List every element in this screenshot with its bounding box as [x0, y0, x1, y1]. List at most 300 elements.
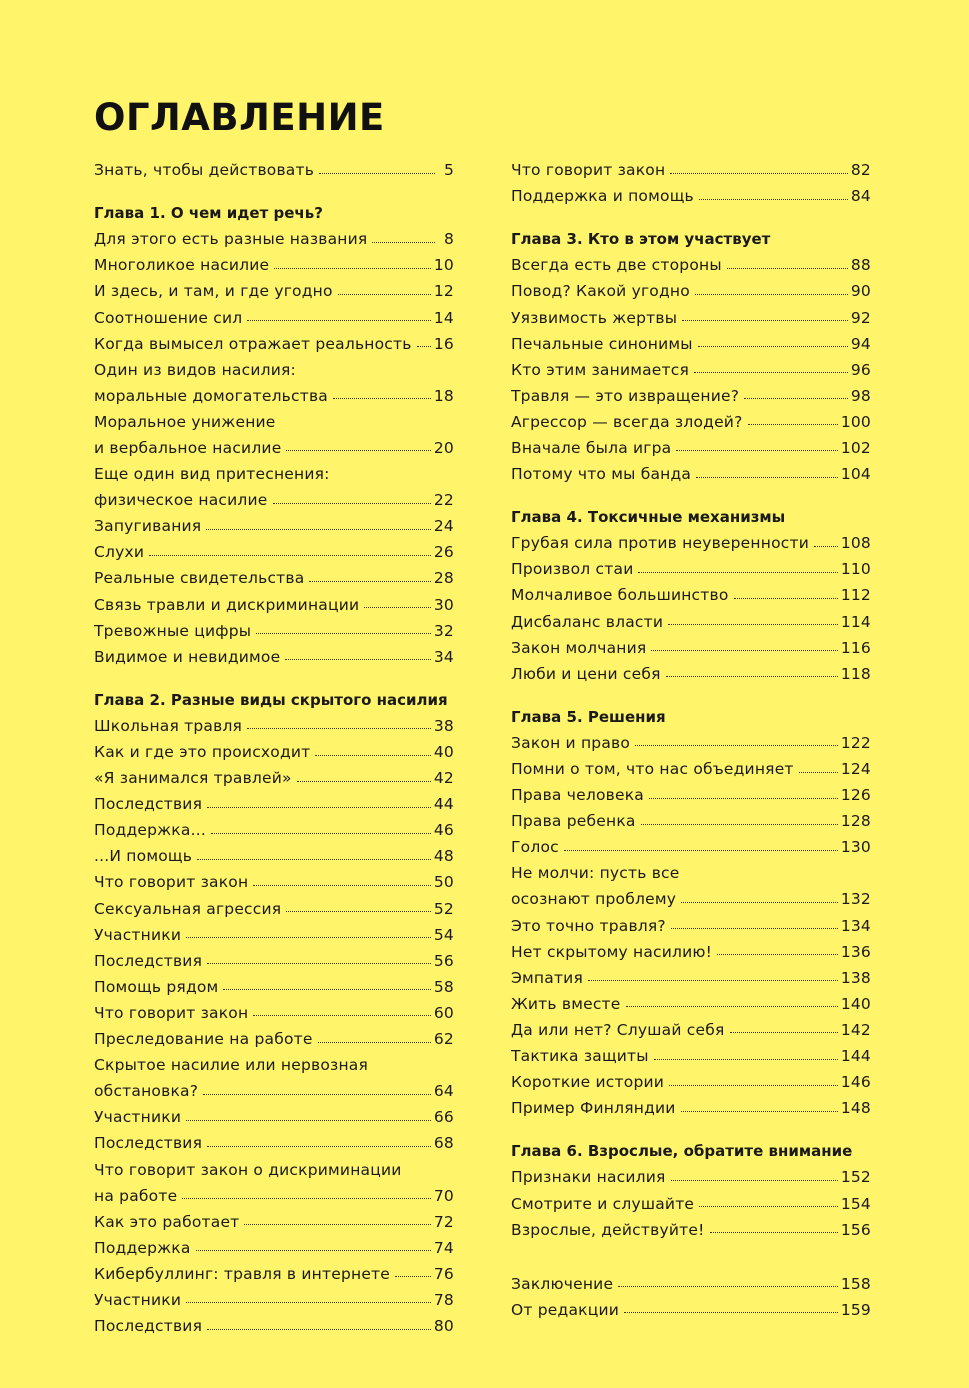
dot-leader: [814, 546, 838, 547]
page-number: 144: [840, 1047, 871, 1066]
page-number: 130: [840, 838, 871, 857]
page-number: 84: [850, 187, 871, 206]
toc-entry: [94, 765, 454, 791]
dot-leader: [699, 1206, 838, 1207]
toc-entry: [511, 530, 871, 556]
page-number: 30: [433, 595, 454, 614]
entry-title: Тактика защиты: [511, 1047, 649, 1066]
dot-leader: [197, 859, 431, 860]
entry-title: осознают проблему: [511, 890, 677, 909]
page-number: 146: [840, 1073, 871, 1092]
entry-title: Это точно травля?: [511, 916, 666, 935]
dot-leader: [638, 572, 837, 573]
dot-leader: [338, 294, 431, 295]
page-number: 96: [850, 360, 871, 379]
entry-title: ...И помощь: [94, 847, 193, 866]
toc-entry: [94, 817, 454, 843]
toc-entry: [94, 383, 454, 409]
toc-entry: [511, 939, 871, 965]
entry-title: От редакции: [511, 1300, 620, 1319]
page-number: 152: [840, 1168, 871, 1187]
dot-leader: [186, 937, 431, 938]
chapter-heading: Глава 3. Кто в этом участвует: [511, 230, 771, 249]
dot-leader: [669, 1085, 838, 1086]
dot-leader: [247, 728, 431, 729]
entry-title: Когда вымысел отражает реальность: [94, 334, 412, 353]
page-number: 32: [433, 621, 454, 640]
entry-title: Последствия: [94, 1134, 203, 1153]
page-number: 14: [433, 308, 454, 327]
entry-title: Что говорит закон: [94, 873, 249, 892]
entry-title: Кибербуллинг: травля в интернете: [94, 1264, 391, 1283]
dot-leader: [694, 372, 848, 373]
toc-entry: [94, 739, 454, 765]
toc-entry: [511, 808, 871, 834]
page-number: 154: [840, 1194, 871, 1213]
page-number: 52: [433, 899, 454, 918]
dot-leader: [223, 989, 430, 990]
dot-leader: [668, 624, 838, 625]
entry-title: Всегда есть две стороны: [511, 256, 722, 275]
entry-title: Признаки насилия: [511, 1168, 666, 1187]
entry-title: Последствия: [94, 1317, 203, 1336]
toc-entry: [94, 565, 454, 591]
toc-entry: [94, 1235, 454, 1261]
toc-entry: [94, 1078, 454, 1104]
toc-entry: [94, 157, 454, 183]
toc-entry: [511, 1043, 871, 1069]
entry-title: Короткие истории: [511, 1073, 665, 1092]
dot-leader: [207, 1146, 431, 1147]
entry-title: Поддержка...: [94, 821, 206, 840]
page-number: 124: [840, 760, 871, 779]
page-number: 122: [840, 733, 871, 752]
page-number: 5: [443, 161, 454, 180]
toc-entry: [511, 661, 871, 687]
chapter-heading: Глава 6. Взрослые, обратите внимание: [511, 1142, 853, 1161]
entry-title: Поддержка: [94, 1238, 191, 1257]
entry-title: Соотношение сил: [94, 308, 243, 327]
toc-entry: [94, 1261, 454, 1287]
entry-title: Закон и право: [511, 733, 631, 752]
entry-title: Участники: [94, 925, 182, 944]
dot-leader: [364, 607, 431, 608]
dot-leader: [799, 772, 838, 773]
entry-title: Сексуальная агрессия: [94, 899, 282, 918]
toc-entry: [511, 913, 871, 939]
toc-entry: [94, 974, 454, 1000]
toc-entry: [94, 1026, 454, 1052]
dot-leader: [748, 424, 838, 425]
page-number: 138: [840, 968, 871, 987]
chapter-entries: [511, 157, 871, 209]
page-number: 42: [433, 769, 454, 788]
entry-title: Потому что мы банда: [511, 465, 692, 484]
entry-title: Повод? Какой угодно: [511, 282, 690, 301]
toc-entry: [511, 886, 871, 912]
dot-leader: [244, 1224, 430, 1225]
entry-title: Видимое и невидимое: [94, 647, 281, 666]
dot-leader: [618, 1286, 838, 1287]
toc-entry: [511, 383, 871, 409]
entry-title: Агрессор — всегда злодей?: [511, 412, 743, 431]
entry-title: Знать, чтобы действовать: [94, 161, 315, 180]
page-number: 44: [433, 795, 454, 814]
dot-leader: [273, 503, 431, 504]
toc-entry: [94, 644, 454, 670]
entry-title: физическое насилие: [94, 491, 268, 510]
page-number: 110: [840, 560, 871, 579]
page-number: 60: [433, 1003, 454, 1022]
page-number: 116: [840, 638, 871, 657]
entry-title: Как и где это происходит: [94, 743, 311, 762]
page-number: 128: [840, 812, 871, 831]
dot-leader: [186, 1302, 431, 1303]
entry-title: на работе: [94, 1186, 178, 1205]
toc-entry: [94, 435, 454, 461]
entry-title: моральные домогательства: [94, 386, 329, 405]
entry-title-line: Скрытое насилие или нервозная: [94, 1056, 369, 1075]
entry-title: Заключение: [511, 1274, 614, 1293]
toc-entry: [94, 713, 454, 739]
entry-title-line: Один из видов насилия:: [94, 360, 296, 379]
entry-title: Участники: [94, 1290, 182, 1309]
dot-leader: [206, 529, 431, 530]
page-number: 66: [433, 1108, 454, 1127]
entry-title: Связь травли и дискриминации: [94, 595, 360, 614]
page-number: 12: [433, 282, 454, 301]
toc-entry: [94, 1000, 454, 1026]
toc-entry: [94, 513, 454, 539]
toc-entry: [511, 1095, 871, 1121]
toc-entry: [94, 304, 454, 330]
chapter-heading: Глава 2. Разные виды скрытого насилия: [94, 690, 448, 709]
toc-entry: [94, 592, 454, 618]
dot-leader: [734, 598, 838, 599]
toc-entry: [511, 435, 871, 461]
page-number: 94: [850, 334, 871, 353]
chapter-entries: [511, 730, 871, 1121]
entry-title: Права человека: [511, 786, 644, 805]
dot-leader: [654, 1059, 838, 1060]
toc-entry: [511, 461, 871, 487]
dot-leader: [207, 1329, 431, 1330]
toc-entry: [511, 252, 871, 278]
dot-leader: [698, 346, 848, 347]
page-number: 16: [433, 334, 454, 353]
chapter-heading: Глава 4. Токсичные механизмы: [511, 508, 786, 527]
dot-leader: [651, 650, 837, 651]
page-number: 159: [840, 1300, 871, 1319]
page-number: 156: [840, 1220, 871, 1239]
entry-title: Закон молчания: [511, 638, 647, 657]
toc-entry: [94, 539, 454, 565]
entry-title: Что говорит закон: [511, 161, 666, 180]
dot-leader: [207, 963, 431, 964]
chapter-entries: [511, 530, 871, 687]
entry-title-line: Моральное унижение: [94, 412, 276, 431]
dot-leader: [649, 798, 838, 799]
entry-title: Участники: [94, 1108, 182, 1127]
page-number: 50: [433, 873, 454, 892]
toc-entry: [94, 1313, 454, 1339]
entry-title: Молчаливое большинство: [511, 586, 729, 605]
page-number: 18: [433, 386, 454, 405]
dot-leader: [624, 1312, 838, 1313]
page-number: 140: [840, 994, 871, 1013]
toc-entry: [94, 843, 454, 869]
dot-leader: [182, 1198, 431, 1199]
dot-leader: [186, 1120, 431, 1121]
toc-column-right: [511, 157, 871, 1323]
dot-leader: [253, 1015, 431, 1016]
page-number: 104: [840, 465, 871, 484]
dot-leader: [256, 633, 431, 634]
dot-leader: [588, 980, 838, 981]
entry-title: Вначале была игра: [511, 438, 672, 457]
toc-entry: [94, 922, 454, 948]
dot-leader: [274, 268, 431, 269]
entry-title: обстановка?: [94, 1082, 199, 1101]
entry-title: Многоликое насилие: [94, 256, 270, 275]
toc-entry: [511, 965, 871, 991]
page-number: 24: [433, 517, 454, 536]
entry-title: Поддержка и помощь: [511, 187, 694, 206]
toc-entry: [94, 1287, 454, 1313]
chapter-heading: Глава 1. О чем идет речь?: [94, 204, 323, 223]
page-number: 108: [840, 534, 871, 553]
page-number: 88: [850, 256, 871, 275]
entry-title: Преследование на работе: [94, 1030, 313, 1049]
toc-entry: [511, 582, 871, 608]
page-number: 8: [443, 230, 454, 249]
page-number: 112: [840, 586, 871, 605]
dot-leader: [671, 928, 838, 929]
page-number: 70: [433, 1186, 454, 1205]
dot-leader: [207, 807, 431, 808]
page-number: 22: [433, 491, 454, 510]
toc-entry: [511, 183, 871, 209]
entry-title-line: Что говорит закон о дискриминации: [94, 1160, 402, 1179]
toc-entry: [511, 1271, 871, 1297]
toc-entry: [511, 1190, 871, 1216]
chapter-entries: [511, 252, 871, 487]
page-number: 64: [433, 1082, 454, 1101]
dot-leader: [285, 659, 431, 660]
dot-leader: [670, 173, 848, 174]
page-number: 28: [433, 569, 454, 588]
page-number: 10: [433, 256, 454, 275]
entry-title: Травля — это извращение?: [511, 386, 740, 405]
toc-entry: [94, 1130, 454, 1156]
toc-entry: [94, 618, 454, 644]
chapter-heading: Глава 5. Решения: [511, 707, 666, 726]
entry-title: Смотрите и слушайте: [511, 1194, 695, 1213]
entry-title: Печальные синонимы: [511, 334, 693, 353]
page-number: 72: [433, 1212, 454, 1231]
page-number: 148: [840, 1099, 871, 1118]
dot-leader: [319, 173, 435, 174]
dot-leader: [203, 1094, 431, 1095]
page-number: 80: [433, 1317, 454, 1336]
dot-leader: [297, 781, 431, 782]
toc-entry: [511, 1069, 871, 1095]
page-number: 98: [850, 386, 871, 405]
page-number: 100: [840, 412, 871, 431]
entry-title: Голос: [511, 838, 559, 857]
page-number: 142: [840, 1020, 871, 1039]
toc-entry: [94, 487, 454, 513]
dot-leader: [626, 1006, 838, 1007]
toc-entry: [511, 1164, 871, 1190]
toc-entry: [94, 1183, 454, 1209]
entry-title: Последствия: [94, 951, 203, 970]
toc-entry: [511, 304, 871, 330]
toc-entry: [94, 278, 454, 304]
entry-title: Нет скрытому насилию!: [511, 942, 713, 961]
page-number: 134: [840, 916, 871, 935]
entry-title: Запугивания: [94, 517, 202, 536]
entry-title: Помощь рядом: [94, 977, 219, 996]
toc-entry: [511, 1217, 871, 1243]
dot-leader: [315, 755, 430, 756]
entry-title: Последствия: [94, 795, 203, 814]
dot-leader: [695, 294, 848, 295]
page-number: 38: [433, 716, 454, 735]
dot-leader: [253, 885, 431, 886]
page-number: 132: [840, 890, 871, 909]
page-number: 136: [840, 942, 871, 961]
dot-leader: [699, 199, 848, 200]
entry-title: Помни о том, что нас объединяет: [511, 760, 794, 779]
toc-entry: [511, 782, 871, 808]
dot-leader: [717, 954, 838, 955]
page-number: 92: [850, 308, 871, 327]
toc-entry: [511, 331, 871, 357]
chapter-entries: [94, 713, 454, 1339]
toc-entry: [511, 730, 871, 756]
dot-leader: [681, 902, 838, 903]
page-number: 20: [433, 438, 454, 457]
dot-leader: [744, 398, 848, 399]
entry-title: Как это работает: [94, 1212, 240, 1231]
toc-entry: [94, 791, 454, 817]
page-title: ОГЛАВЛЕНИЕ: [94, 96, 385, 139]
dot-leader: [710, 1232, 838, 1233]
entry-title: Реальные свидетельства: [94, 569, 305, 588]
entry-title: Уязвимость жертвы: [511, 308, 678, 327]
toc-entry: [94, 252, 454, 278]
dot-leader: [635, 745, 838, 746]
page-number: 34: [433, 647, 454, 666]
dot-leader: [682, 320, 848, 321]
toc-column-left: [94, 157, 454, 1339]
dot-leader: [247, 320, 431, 321]
entry-title: Для этого есть разные названия: [94, 230, 368, 249]
dot-leader: [727, 268, 848, 269]
dot-leader: [372, 242, 435, 243]
dot-leader: [696, 477, 838, 478]
toc-entry: [511, 756, 871, 782]
entry-title: Взрослые, действуйте!: [511, 1220, 705, 1239]
dot-leader: [671, 1180, 838, 1181]
dot-leader: [681, 1111, 838, 1112]
entry-title: Кто этим занимается: [511, 360, 690, 379]
toc-entry: [511, 635, 871, 661]
entry-title-line: Не молчи: пусть все: [511, 864, 680, 883]
entry-title: и вербальное насилие: [94, 438, 282, 457]
entry-title: Люби и цени себя: [511, 664, 661, 683]
entry-title: Дисбаланс власти: [511, 612, 664, 631]
toc-entry: [511, 1017, 871, 1043]
page-number: 74: [433, 1238, 454, 1257]
dot-leader: [395, 1276, 431, 1277]
toc-entry: [94, 869, 454, 895]
entry-title: Эмпатия: [511, 968, 583, 987]
page-number: 56: [433, 951, 454, 970]
dot-leader: [149, 555, 431, 556]
dot-leader: [309, 581, 430, 582]
toc-entry: [511, 991, 871, 1017]
page-number: 62: [433, 1030, 454, 1049]
page-number: 40: [433, 743, 454, 762]
entry-title: «Я занимался травлей»: [94, 769, 292, 788]
page-number: 58: [433, 977, 454, 996]
entry-title: Да или нет? Слушай себя: [511, 1020, 725, 1039]
chapter-entries: [511, 1271, 871, 1323]
dot-leader: [211, 833, 431, 834]
toc-entry: [94, 331, 454, 357]
toc-entry: [94, 1104, 454, 1130]
toc-entry: [511, 278, 871, 304]
page-number: 90: [850, 282, 871, 301]
dot-leader: [318, 1042, 431, 1043]
toc-entry: [511, 556, 871, 582]
entry-title: Пример Финляндии: [511, 1099, 676, 1118]
page-number: 158: [840, 1274, 871, 1293]
dot-leader: [286, 450, 430, 451]
page-number: 102: [840, 438, 871, 457]
page-number: 76: [433, 1264, 454, 1283]
chapter-entries: [511, 1164, 871, 1242]
page-number: 26: [433, 543, 454, 562]
dot-leader: [417, 346, 431, 347]
toc-entry: [94, 1209, 454, 1235]
page-number: 54: [433, 925, 454, 944]
dot-leader: [196, 1250, 431, 1251]
toc-entry: [511, 1297, 871, 1323]
entry-title-line: Еще один вид притеснения:: [94, 465, 330, 484]
dot-leader: [666, 676, 838, 677]
toc-entry: [511, 357, 871, 383]
toc-entry: [511, 409, 871, 435]
toc-entry: [94, 226, 454, 252]
entry-title: Права ребенка: [511, 812, 636, 831]
toc-entry: [511, 834, 871, 860]
page-number: 78: [433, 1290, 454, 1309]
entry-title: Произвол стаи: [511, 560, 634, 579]
entry-title: И здесь, и там, и где угодно: [94, 282, 333, 301]
toc-entry: [94, 896, 454, 922]
entry-title: Тревожные цифры: [94, 621, 252, 640]
entry-title: Жить вместе: [511, 994, 621, 1013]
entry-title: Слухи: [94, 543, 145, 562]
entry-title: Что говорит закон: [94, 1003, 249, 1022]
page-number: 114: [840, 612, 871, 631]
toc-entry: [94, 948, 454, 974]
dot-leader: [333, 398, 431, 399]
dot-leader: [730, 1032, 838, 1033]
